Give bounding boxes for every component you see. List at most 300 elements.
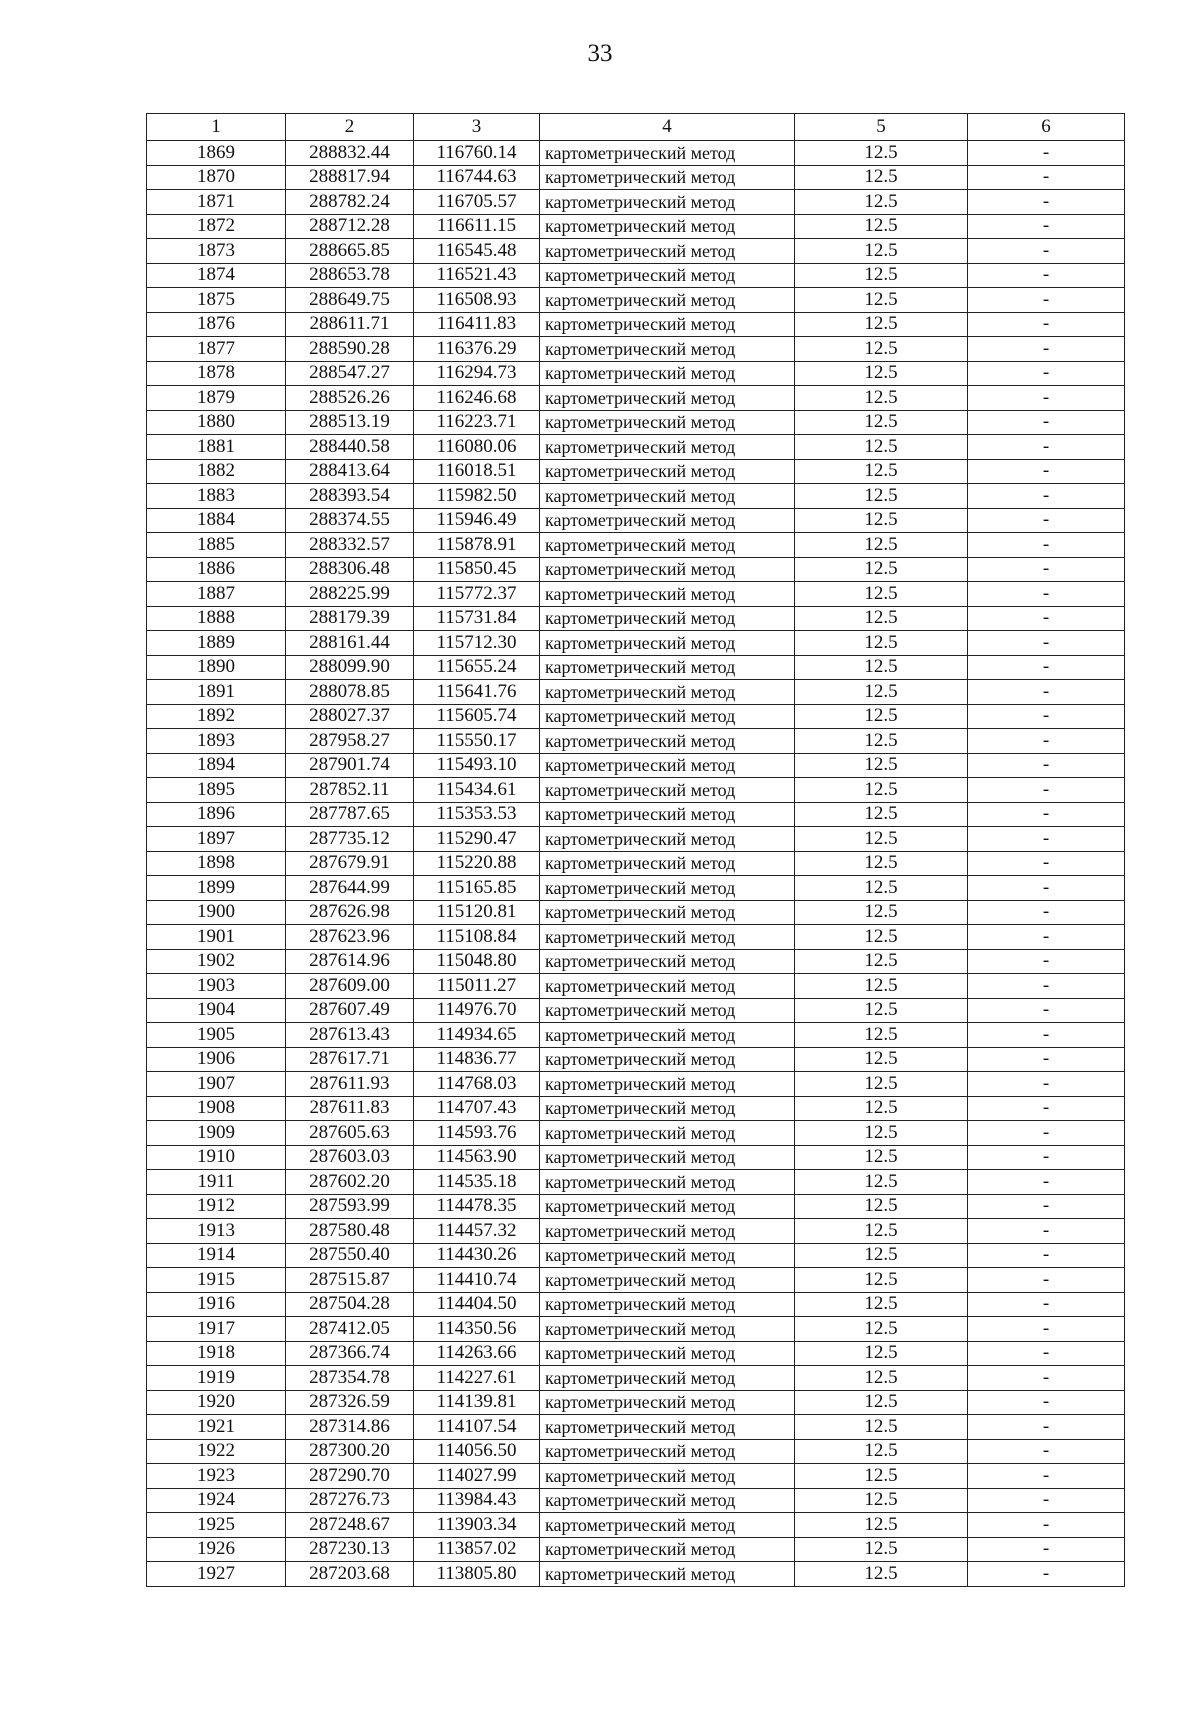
x-coordinate-cell: 288832.44 [286, 141, 414, 166]
column-header-5: 5 [795, 114, 968, 141]
x-coordinate-cell: 287248.67 [286, 1513, 414, 1538]
description-cell: - [968, 974, 1125, 999]
y-coordinate-cell: 114430.26 [414, 1243, 540, 1268]
accuracy-cell: 12.5 [795, 263, 968, 288]
y-coordinate-cell: 114976.70 [414, 998, 540, 1023]
accuracy-cell: 12.5 [795, 925, 968, 950]
point-number-cell: 1895 [147, 778, 286, 803]
point-number-cell: 1881 [147, 435, 286, 460]
table-row [147, 484, 1125, 509]
table-row [147, 1341, 1125, 1366]
accuracy-cell: 12.5 [795, 827, 968, 852]
point-number-cell: 1885 [147, 533, 286, 558]
accuracy-cell: 12.5 [795, 606, 968, 631]
table-row [147, 900, 1125, 925]
method-cell: картометрический метод [540, 606, 795, 631]
description-cell: - [968, 851, 1125, 876]
method-cell: картометрический метод [540, 900, 795, 925]
table-row [147, 1562, 1125, 1587]
point-number-cell: 1899 [147, 876, 286, 901]
description-cell: - [968, 435, 1125, 460]
point-number-cell: 1887 [147, 582, 286, 607]
description-cell: - [968, 1537, 1125, 1562]
method-cell: картометрический метод [540, 214, 795, 239]
y-coordinate-cell: 115434.61 [414, 778, 540, 803]
description-cell: - [968, 1562, 1125, 1587]
method-cell: картометрический метод [540, 876, 795, 901]
table-row [147, 704, 1125, 729]
accuracy-cell: 12.5 [795, 533, 968, 558]
accuracy-cell: 12.5 [795, 1194, 968, 1219]
table-row [147, 1243, 1125, 1268]
method-cell: картометрический метод [540, 1341, 795, 1366]
x-coordinate-cell: 288782.24 [286, 190, 414, 215]
point-number-cell: 1923 [147, 1464, 286, 1489]
x-coordinate-cell: 287626.98 [286, 900, 414, 925]
description-cell: - [968, 484, 1125, 509]
point-number-cell: 1882 [147, 459, 286, 484]
y-coordinate-cell: 115220.88 [414, 851, 540, 876]
point-number-cell: 1922 [147, 1439, 286, 1464]
accuracy-cell: 12.5 [795, 337, 968, 362]
x-coordinate-cell: 288374.55 [286, 508, 414, 533]
point-number-cell: 1918 [147, 1341, 286, 1366]
description-cell: - [968, 165, 1125, 190]
point-number-cell: 1921 [147, 1415, 286, 1440]
x-coordinate-cell: 287276.73 [286, 1488, 414, 1513]
method-cell: картометрический метод [540, 1390, 795, 1415]
method-cell: картометрический метод [540, 704, 795, 729]
point-number-cell: 1914 [147, 1243, 286, 1268]
description-cell: - [968, 386, 1125, 411]
y-coordinate-cell: 114836.77 [414, 1047, 540, 1072]
point-number-cell: 1926 [147, 1537, 286, 1562]
x-coordinate-cell: 288526.26 [286, 386, 414, 411]
accuracy-cell: 12.5 [795, 1537, 968, 1562]
description-cell: - [968, 1170, 1125, 1195]
y-coordinate-cell: 116744.63 [414, 165, 540, 190]
table-row [147, 1390, 1125, 1415]
y-coordinate-cell: 116508.93 [414, 288, 540, 313]
x-coordinate-cell: 287230.13 [286, 1537, 414, 1562]
y-coordinate-cell: 116376.29 [414, 337, 540, 362]
method-cell: картометрический метод [540, 533, 795, 558]
table-row [147, 1537, 1125, 1562]
accuracy-cell: 12.5 [795, 998, 968, 1023]
point-number-cell: 1910 [147, 1145, 286, 1170]
description-cell: - [968, 1096, 1125, 1121]
accuracy-cell: 12.5 [795, 876, 968, 901]
table-row [147, 876, 1125, 901]
table-row [147, 557, 1125, 582]
accuracy-cell: 12.5 [795, 949, 968, 974]
method-cell: картометрический метод [540, 1464, 795, 1489]
y-coordinate-cell: 114410.74 [414, 1268, 540, 1293]
point-number-cell: 1890 [147, 655, 286, 680]
method-cell: картометрический метод [540, 141, 795, 166]
y-coordinate-cell: 115353.53 [414, 802, 540, 827]
y-coordinate-cell: 116246.68 [414, 386, 540, 411]
point-number-cell: 1927 [147, 1562, 286, 1587]
accuracy-cell: 12.5 [795, 190, 968, 215]
accuracy-cell: 12.5 [795, 557, 968, 582]
description-cell: - [968, 1464, 1125, 1489]
table-row [147, 1096, 1125, 1121]
x-coordinate-cell: 288306.48 [286, 557, 414, 582]
description-cell: - [968, 1366, 1125, 1391]
table-row [147, 753, 1125, 778]
accuracy-cell: 12.5 [795, 312, 968, 337]
table-row [147, 998, 1125, 1023]
y-coordinate-cell: 116611.15 [414, 214, 540, 239]
y-coordinate-cell: 114056.50 [414, 1439, 540, 1464]
accuracy-cell: 12.5 [795, 900, 968, 925]
point-number-cell: 1916 [147, 1292, 286, 1317]
method-cell: картометрический метод [540, 1072, 795, 1097]
x-coordinate-cell: 287290.70 [286, 1464, 414, 1489]
x-coordinate-cell: 287613.43 [286, 1023, 414, 1048]
accuracy-cell: 12.5 [795, 1390, 968, 1415]
method-cell: картометрический метод [540, 263, 795, 288]
description-cell: - [968, 876, 1125, 901]
point-number-cell: 1883 [147, 484, 286, 509]
description-cell: - [968, 729, 1125, 754]
table-row [147, 1439, 1125, 1464]
description-cell: - [968, 778, 1125, 803]
point-number-cell: 1879 [147, 386, 286, 411]
x-coordinate-cell: 287550.40 [286, 1243, 414, 1268]
method-cell: картометрический метод [540, 1513, 795, 1538]
description-cell: - [968, 949, 1125, 974]
y-coordinate-cell: 115712.30 [414, 631, 540, 656]
accuracy-cell: 12.5 [795, 1415, 968, 1440]
description-cell: - [968, 1439, 1125, 1464]
method-cell: картометрический метод [540, 435, 795, 460]
accuracy-cell: 12.5 [795, 655, 968, 680]
point-number-cell: 1888 [147, 606, 286, 631]
accuracy-cell: 12.5 [795, 1513, 968, 1538]
description-cell: - [968, 631, 1125, 656]
method-cell: картометрический метод [540, 1023, 795, 1048]
y-coordinate-cell: 116223.71 [414, 410, 540, 435]
point-number-cell: 1870 [147, 165, 286, 190]
point-number-cell: 1903 [147, 974, 286, 999]
y-coordinate-cell: 114535.18 [414, 1170, 540, 1195]
method-cell: картометрический метод [540, 802, 795, 827]
method-cell: картометрический метод [540, 361, 795, 386]
point-number-cell: 1904 [147, 998, 286, 1023]
y-coordinate-cell: 114478.35 [414, 1194, 540, 1219]
point-number-cell: 1884 [147, 508, 286, 533]
description-cell: - [968, 1072, 1125, 1097]
description-cell: - [968, 557, 1125, 582]
y-coordinate-cell: 116294.73 [414, 361, 540, 386]
y-coordinate-cell: 114934.65 [414, 1023, 540, 1048]
method-cell: картометрический метод [540, 386, 795, 411]
description-cell: - [968, 1390, 1125, 1415]
table-row [147, 263, 1125, 288]
x-coordinate-cell: 287901.74 [286, 753, 414, 778]
y-coordinate-cell: 115878.91 [414, 533, 540, 558]
x-coordinate-cell: 288653.78 [286, 263, 414, 288]
method-cell: картометрический метод [540, 729, 795, 754]
header-row [147, 114, 1125, 141]
description-cell: - [968, 582, 1125, 607]
accuracy-cell: 12.5 [795, 410, 968, 435]
table-row [147, 680, 1125, 705]
description-cell: - [968, 1219, 1125, 1244]
accuracy-cell: 12.5 [795, 165, 968, 190]
y-coordinate-cell: 114768.03 [414, 1072, 540, 1097]
description-cell: - [968, 1268, 1125, 1293]
point-number-cell: 1909 [147, 1121, 286, 1146]
description-cell: - [968, 704, 1125, 729]
table-row [147, 386, 1125, 411]
table-body [147, 141, 1125, 1587]
table-header [147, 114, 1125, 141]
accuracy-cell: 12.5 [795, 1268, 968, 1293]
y-coordinate-cell: 116521.43 [414, 263, 540, 288]
description-cell: - [968, 1121, 1125, 1146]
accuracy-cell: 12.5 [795, 435, 968, 460]
x-coordinate-cell: 288332.57 [286, 533, 414, 558]
accuracy-cell: 12.5 [795, 1488, 968, 1513]
x-coordinate-cell: 288513.19 [286, 410, 414, 435]
method-cell: картометрический метод [540, 998, 795, 1023]
method-cell: картометрический метод [540, 1439, 795, 1464]
accuracy-cell: 12.5 [795, 1292, 968, 1317]
x-coordinate-cell: 287735.12 [286, 827, 414, 852]
x-coordinate-cell: 287611.83 [286, 1096, 414, 1121]
y-coordinate-cell: 115048.80 [414, 949, 540, 974]
y-coordinate-cell: 116705.57 [414, 190, 540, 215]
method-cell: картометрический метод [540, 239, 795, 264]
method-cell: картометрический метод [540, 974, 795, 999]
method-cell: картометрический метод [540, 1219, 795, 1244]
table-row [147, 925, 1125, 950]
accuracy-cell: 12.5 [795, 704, 968, 729]
point-number-cell: 1920 [147, 1390, 286, 1415]
method-cell: картометрический метод [540, 1415, 795, 1440]
point-number-cell: 1912 [147, 1194, 286, 1219]
table-row [147, 974, 1125, 999]
method-cell: картометрический метод [540, 1537, 795, 1562]
method-cell: картометрический метод [540, 1096, 795, 1121]
x-coordinate-cell: 288665.85 [286, 239, 414, 264]
x-coordinate-cell: 288649.75 [286, 288, 414, 313]
method-cell: картометрический метод [540, 1562, 795, 1587]
x-coordinate-cell: 287958.27 [286, 729, 414, 754]
method-cell: картометрический метод [540, 1292, 795, 1317]
description-cell: - [968, 337, 1125, 362]
accuracy-cell: 12.5 [795, 729, 968, 754]
table-row [147, 1170, 1125, 1195]
x-coordinate-cell: 287611.93 [286, 1072, 414, 1097]
x-coordinate-cell: 288225.99 [286, 582, 414, 607]
method-cell: картометрический метод [540, 508, 795, 533]
table-row [147, 1366, 1125, 1391]
y-coordinate-cell: 114350.56 [414, 1317, 540, 1342]
table-row [147, 1194, 1125, 1219]
y-coordinate-cell: 115165.85 [414, 876, 540, 901]
y-coordinate-cell: 115946.49 [414, 508, 540, 533]
y-coordinate-cell: 115641.76 [414, 680, 540, 705]
description-cell: - [968, 753, 1125, 778]
method-cell: картометрический метод [540, 582, 795, 607]
method-cell: картометрический метод [540, 190, 795, 215]
table-row [147, 1488, 1125, 1513]
x-coordinate-cell: 287603.03 [286, 1145, 414, 1170]
description-cell: - [968, 1047, 1125, 1072]
y-coordinate-cell: 114404.50 [414, 1292, 540, 1317]
description-cell: - [968, 802, 1125, 827]
table-row [147, 337, 1125, 362]
x-coordinate-cell: 287644.99 [286, 876, 414, 901]
accuracy-cell: 12.5 [795, 1439, 968, 1464]
point-number-cell: 1898 [147, 851, 286, 876]
method-cell: картометрический метод [540, 655, 795, 680]
y-coordinate-cell: 114107.54 [414, 1415, 540, 1440]
description-cell: - [968, 1317, 1125, 1342]
point-number-cell: 1924 [147, 1488, 286, 1513]
point-number-cell: 1892 [147, 704, 286, 729]
table-row [147, 459, 1125, 484]
description-cell: - [968, 312, 1125, 337]
x-coordinate-cell: 287593.99 [286, 1194, 414, 1219]
accuracy-cell: 12.5 [795, 778, 968, 803]
table-row [147, 802, 1125, 827]
description-cell: - [968, 410, 1125, 435]
point-number-cell: 1876 [147, 312, 286, 337]
method-cell: картометрический метод [540, 1194, 795, 1219]
table-row [147, 214, 1125, 239]
point-number-cell: 1917 [147, 1317, 286, 1342]
accuracy-cell: 12.5 [795, 680, 968, 705]
point-number-cell: 1886 [147, 557, 286, 582]
table-row [147, 1219, 1125, 1244]
description-cell: - [968, 214, 1125, 239]
description-cell: - [968, 190, 1125, 215]
point-number-cell: 1877 [147, 337, 286, 362]
y-coordinate-cell: 116080.06 [414, 435, 540, 460]
table-row [147, 1023, 1125, 1048]
method-cell: картометрический метод [540, 1243, 795, 1268]
method-cell: картометрический метод [540, 165, 795, 190]
x-coordinate-cell: 287787.65 [286, 802, 414, 827]
description-cell: - [968, 1488, 1125, 1513]
table-row [147, 410, 1125, 435]
page-number: 33 [587, 40, 613, 67]
x-coordinate-cell: 287602.20 [286, 1170, 414, 1195]
method-cell: картометрический метод [540, 557, 795, 582]
y-coordinate-cell: 115731.84 [414, 606, 540, 631]
description-cell: - [968, 239, 1125, 264]
accuracy-cell: 12.5 [795, 1145, 968, 1170]
point-number-cell: 1880 [147, 410, 286, 435]
method-cell: картометрический метод [540, 410, 795, 435]
description-cell: - [968, 1194, 1125, 1219]
accuracy-cell: 12.5 [795, 1317, 968, 1342]
x-coordinate-cell: 287609.00 [286, 974, 414, 999]
description-cell: - [968, 1341, 1125, 1366]
y-coordinate-cell: 113857.02 [414, 1537, 540, 1562]
table-row [147, 655, 1125, 680]
point-number-cell: 1875 [147, 288, 286, 313]
method-cell: картометрический метод [540, 925, 795, 950]
x-coordinate-cell: 287366.74 [286, 1341, 414, 1366]
x-coordinate-cell: 288817.94 [286, 165, 414, 190]
method-cell: картометрический метод [540, 1170, 795, 1195]
accuracy-cell: 12.5 [795, 802, 968, 827]
y-coordinate-cell: 115011.27 [414, 974, 540, 999]
method-cell: картометрический метод [540, 1488, 795, 1513]
table-row [147, 239, 1125, 264]
y-coordinate-cell: 115290.47 [414, 827, 540, 852]
accuracy-cell: 12.5 [795, 1243, 968, 1268]
table-row [147, 361, 1125, 386]
x-coordinate-cell: 287412.05 [286, 1317, 414, 1342]
description-cell: - [968, 655, 1125, 680]
description-cell: - [968, 141, 1125, 166]
method-cell: картометрический метод [540, 1145, 795, 1170]
method-cell: картометрический метод [540, 753, 795, 778]
accuracy-cell: 12.5 [795, 288, 968, 313]
point-number-cell: 1893 [147, 729, 286, 754]
y-coordinate-cell: 114457.32 [414, 1219, 540, 1244]
point-number-cell: 1915 [147, 1268, 286, 1293]
x-coordinate-cell: 287314.86 [286, 1415, 414, 1440]
y-coordinate-cell: 115550.17 [414, 729, 540, 754]
table-row [147, 606, 1125, 631]
point-number-cell: 1906 [147, 1047, 286, 1072]
table-row [147, 582, 1125, 607]
point-number-cell: 1901 [147, 925, 286, 950]
x-coordinate-cell: 288099.90 [286, 655, 414, 680]
description-cell: - [968, 1513, 1125, 1538]
table-row [147, 435, 1125, 460]
x-coordinate-cell: 288393.54 [286, 484, 414, 509]
accuracy-cell: 12.5 [795, 1562, 968, 1587]
x-coordinate-cell: 287614.96 [286, 949, 414, 974]
y-coordinate-cell: 115120.81 [414, 900, 540, 925]
description-cell: - [968, 1243, 1125, 1268]
y-coordinate-cell: 113805.80 [414, 1562, 540, 1587]
y-coordinate-cell: 115772.37 [414, 582, 540, 607]
accuracy-cell: 12.5 [795, 484, 968, 509]
method-cell: картометрический метод [540, 949, 795, 974]
x-coordinate-cell: 287605.63 [286, 1121, 414, 1146]
description-cell: - [968, 1023, 1125, 1048]
table-row [147, 533, 1125, 558]
y-coordinate-cell: 114139.81 [414, 1390, 540, 1415]
method-cell: картометрический метод [540, 1047, 795, 1072]
column-header-3: 3 [414, 114, 540, 141]
y-coordinate-cell: 114027.99 [414, 1464, 540, 1489]
x-coordinate-cell: 287515.87 [286, 1268, 414, 1293]
x-coordinate-cell: 288078.85 [286, 680, 414, 705]
x-coordinate-cell: 287300.20 [286, 1439, 414, 1464]
x-coordinate-cell: 287607.49 [286, 998, 414, 1023]
description-cell: - [968, 533, 1125, 558]
column-header-6: 6 [968, 114, 1125, 141]
x-coordinate-cell: 288440.58 [286, 435, 414, 460]
method-cell: картометрический метод [540, 778, 795, 803]
table-row [147, 1464, 1125, 1489]
x-coordinate-cell: 287852.11 [286, 778, 414, 803]
table-row [147, 1292, 1125, 1317]
method-cell: картометрический метод [540, 851, 795, 876]
y-coordinate-cell: 116411.83 [414, 312, 540, 337]
